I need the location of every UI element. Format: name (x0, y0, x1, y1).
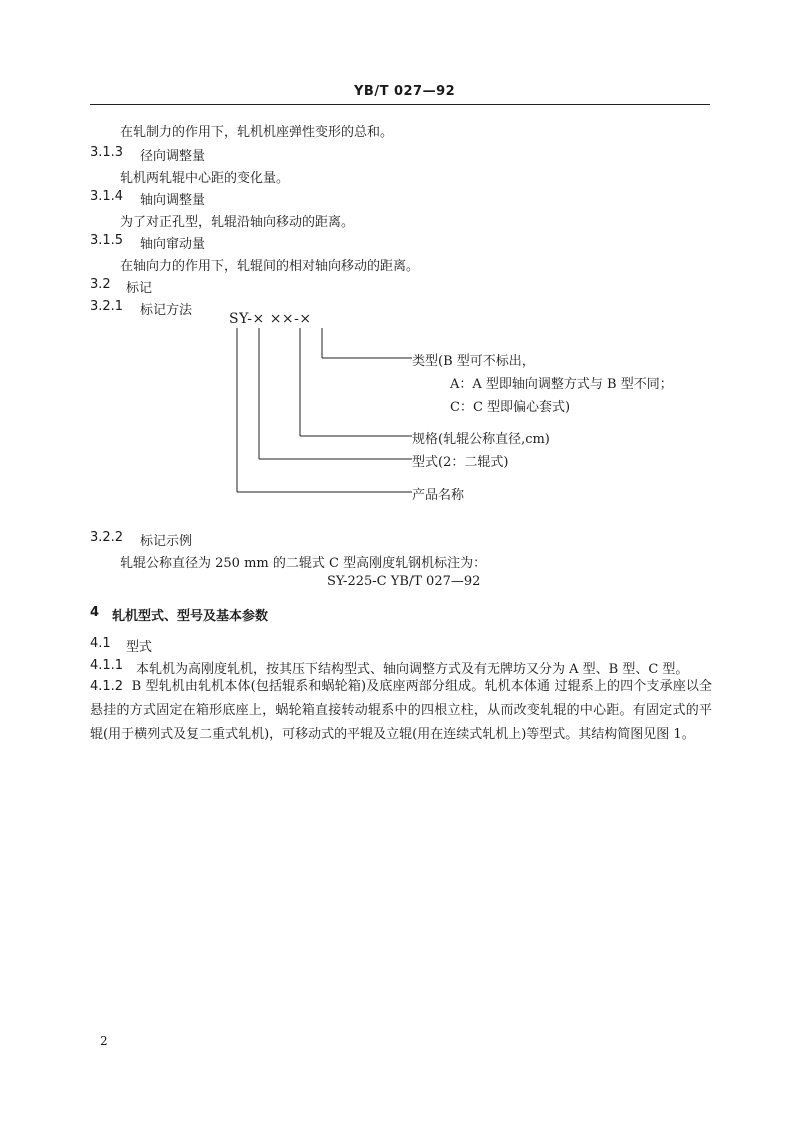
section-number: 4.1 (90, 636, 111, 651)
paragraph-line: 在轴向力的作用下，轧辊间的相对轴向移动的距离。 (120, 259, 420, 274)
marking-example: SY-225-C YB/T 027—92 (327, 574, 481, 589)
label-type-a: A：A 型即轴向调整方式与 B 型不同； (450, 377, 673, 392)
section-number: 3.2.1 (90, 299, 124, 314)
paragraph-line: 为了对正孔型，轧辊沿轴向移动的距离。 (120, 215, 355, 230)
section-title: 轴向窜动量 (140, 237, 206, 252)
label-type-c: C：C 型即偏心套式) (450, 400, 571, 415)
chapter-title: 轧机型式、型号及基本参数 (112, 609, 269, 624)
section-number: 4.1.2 (90, 679, 124, 694)
section-number: 3.2.2 (90, 530, 124, 545)
paragraph-line: 在轧制力的作用下，轧机机座弹性变形的总和。 (120, 125, 394, 140)
chapter-number: 4 (90, 605, 100, 620)
section-number: 3.1.5 (90, 233, 124, 248)
paragraph-4-1-2 (90, 675, 712, 747)
marking-leader-lines (0, 0, 794, 520)
section-number: 4.1.1 (90, 658, 124, 673)
paragraph-line: 轧机两轧辊中心距的变化量。 (120, 171, 290, 186)
paragraph-line: 本轧机为高刚度轧机，按其压下结构型式、轴向调整方式及有无牌坊又分为 A 型、B 型、C 型。 (136, 662, 689, 677)
section-title: 标记 (126, 281, 153, 296)
section-title: 标记方法 (140, 303, 193, 318)
label-spec: 规格(轧辊公称直径,cm) (412, 432, 550, 447)
section-title: 标记示例 (140, 534, 193, 549)
section-number: 3.2 (90, 277, 111, 292)
section-title: 轴向调整量 (140, 193, 206, 208)
document-code-header: YB/T 027—92 (354, 84, 456, 99)
marking-code: SY-× ××-× (229, 311, 312, 327)
label-type: 类型(B 型可不标出， (412, 354, 535, 369)
paragraph-line: 轧辊公称直径为 250 mm 的二辊式 C 型高刚度轧钢机标注为： (120, 556, 487, 571)
paragraph-body: B 型轧机由轧机本体(包括辊系和蜗轮箱)及底座两部分组成。轧机本体通 过辊系上的四个支承座以全悬挂的方式固定在箱形底座上，蜗轮箱直接转动辊系中的四根立柱，从而改变轧辊的中心距。有固定式的平辊(用于横列式及复二重式轧机)，可移动式的平辊及立辊(用在连续式轧机上)等型式。其结构简图见图 1。 (90, 679, 713, 742)
section-number: 3.1.4 (90, 189, 124, 204)
section-title: 径向调整量 (140, 149, 206, 164)
label-name: 产品名称 (412, 488, 465, 503)
section-number: 3.1.3 (90, 145, 124, 160)
label-form: 型式(2：二辊式) (412, 455, 509, 470)
section-title: 型式 (126, 640, 153, 655)
page-number: 2 (100, 1034, 108, 1048)
